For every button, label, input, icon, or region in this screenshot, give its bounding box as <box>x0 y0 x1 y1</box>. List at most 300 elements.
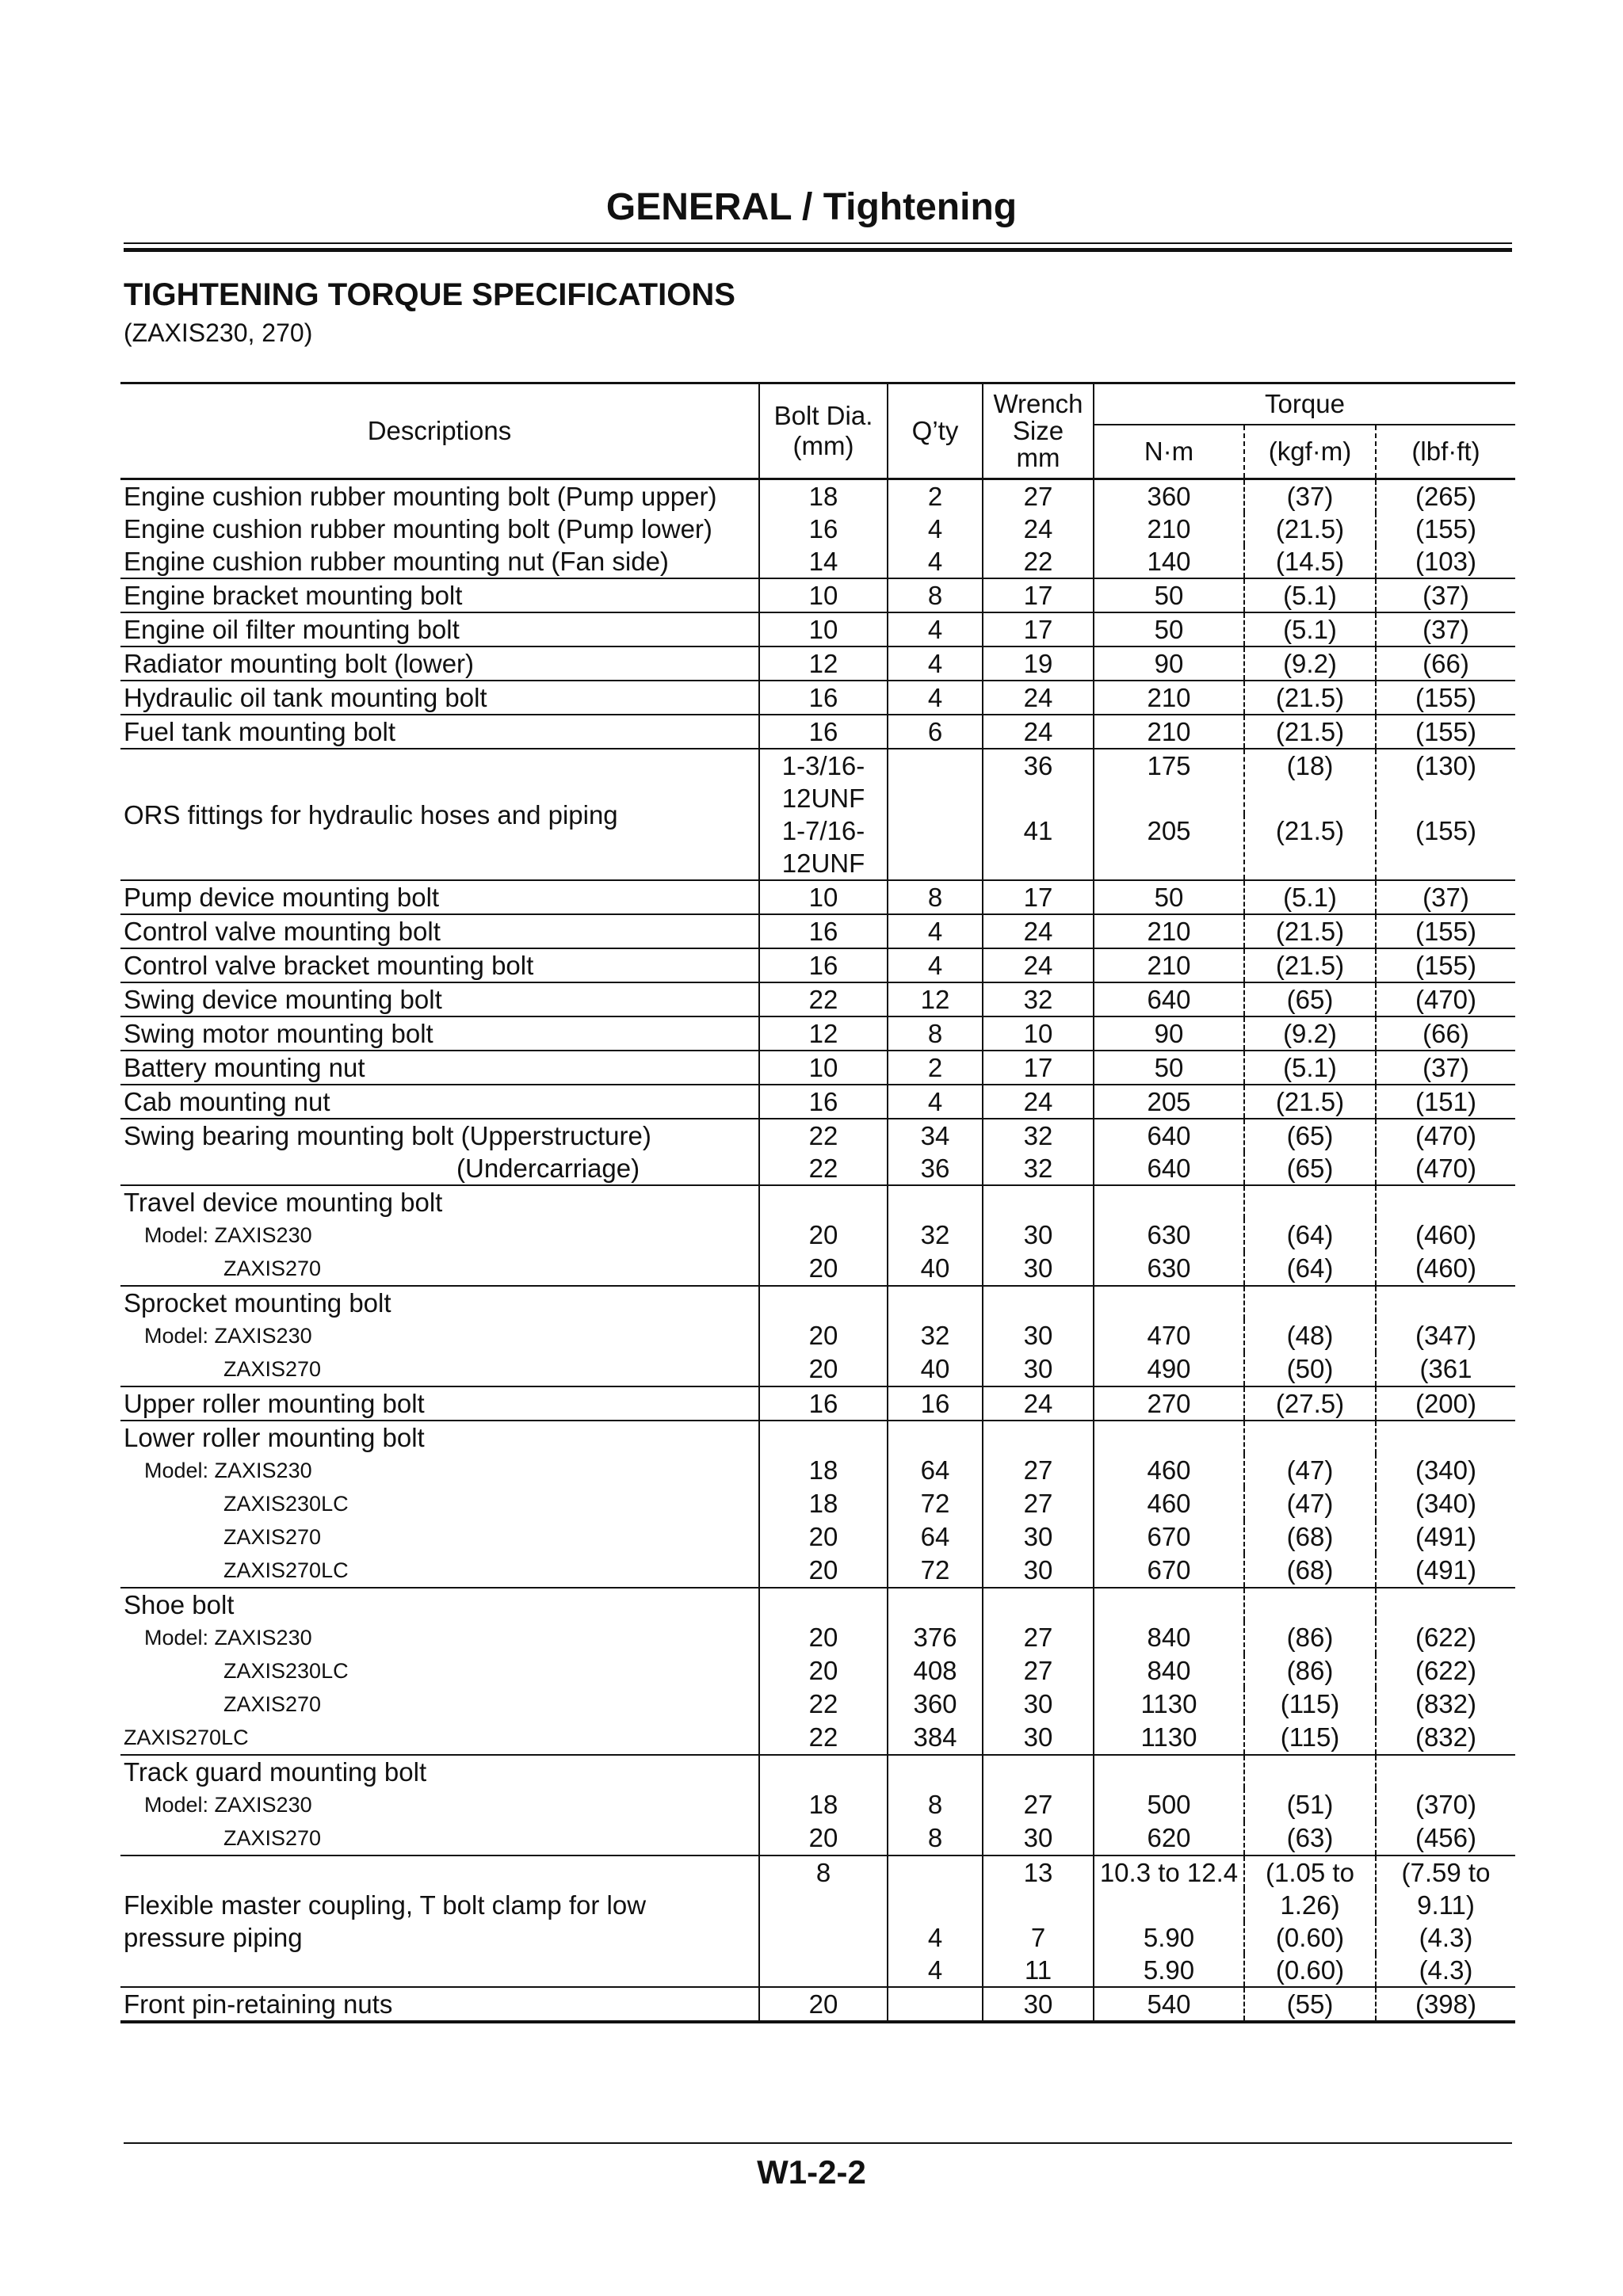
cell-dia: 16 <box>759 914 888 948</box>
cell-kgfm: (21.5) <box>1244 948 1376 982</box>
cell-kgfm <box>1244 1588 1376 1621</box>
table-row <box>120 1185 1515 1219</box>
cell-dia: 16 <box>759 681 888 715</box>
cell-lbfft: (361 <box>1419 1354 1472 1383</box>
cell-wrench: 27 <box>983 479 1094 513</box>
cell-qty: 12 <box>888 982 983 1016</box>
cell-kgfm: (65) <box>1244 982 1376 1016</box>
cell-lbfft: (460) <box>1415 1253 1477 1283</box>
cell-lbfft: (370) <box>1415 1790 1477 1819</box>
cell-dia: 20 <box>759 1319 888 1352</box>
row-description: Hydraulic oil tank mounting bolt <box>120 681 759 715</box>
cell-qty: 72 <box>888 1554 983 1588</box>
cell-dia <box>759 1755 888 1788</box>
cell-kgfm: (47) <box>1244 1487 1376 1520</box>
cell-kgfm: (0.60) <box>1244 1954 1376 1987</box>
cell-wrench: 27 <box>983 1621 1094 1654</box>
cell-nm <box>1094 1421 1244 1454</box>
col-wrench-size: Wrench Size mm <box>983 383 1094 479</box>
row-description: Shoe bolt <box>120 1588 759 1621</box>
row-description: ZAXIS270LC <box>120 1554 759 1588</box>
cell-wrench: 30 <box>983 1554 1094 1588</box>
cell-dia: 20 <box>759 1352 888 1386</box>
cell-qty <box>888 1855 983 1889</box>
cell-wrench <box>983 1421 1094 1454</box>
cell-lbfft: (265) <box>1376 479 1515 513</box>
cell-wrench: 30 <box>983 1252 1094 1286</box>
table-row <box>120 1252 1515 1286</box>
cell-nm <box>1094 1755 1244 1788</box>
col-torque: Torque <box>1094 383 1515 425</box>
cell-nm: 205 <box>1094 1085 1244 1119</box>
cell-qty <box>888 1421 983 1454</box>
cell-nm: 640 <box>1094 982 1244 1016</box>
cell-kgfm: (68) <box>1244 1554 1376 1588</box>
cell-lbfft: 9.11) <box>1417 1890 1475 1920</box>
cell-lbfft: (155) <box>1376 948 1515 982</box>
cell-wrench: 10 <box>983 1016 1094 1051</box>
cell-lbfft: (200) <box>1376 1386 1515 1421</box>
cell-qty: 360 <box>888 1688 983 1721</box>
cell-qty: 4 <box>888 1085 983 1119</box>
cell-lbfft: (155) <box>1415 816 1477 845</box>
cell-lbfft: (398) <box>1376 1987 1515 2022</box>
row-description: Model: ZAXIS230 <box>120 1621 759 1654</box>
table-row <box>120 1621 1515 1654</box>
cell-lbfft: (37) <box>1376 1051 1515 1085</box>
cell-qty: 64 <box>888 1454 983 1487</box>
cell-kgfm <box>1244 1185 1376 1219</box>
cell-kgfm: (18) <box>1244 749 1376 814</box>
cell-qty <box>888 1889 983 1921</box>
row-description: ZAXIS230LC <box>120 1487 759 1520</box>
cell-kgfm: (21.5) <box>1244 914 1376 948</box>
row-description: Engine bracket mounting bolt <box>120 578 759 612</box>
table-row <box>120 1721 1515 1755</box>
table-row <box>120 1352 1515 1386</box>
cell-qty: 4 <box>888 948 983 982</box>
cell-nm: 840 <box>1094 1654 1244 1688</box>
cell-dia: 12 <box>759 1016 888 1051</box>
cell-wrench: 30 <box>983 1821 1094 1855</box>
table-row <box>120 1588 1515 1621</box>
cell-qty: 2 <box>888 479 983 513</box>
cell-lbfft: (66) <box>1376 646 1515 681</box>
cell-nm: 270 <box>1094 1386 1244 1421</box>
cell-kgfm: (50) <box>1244 1352 1376 1386</box>
cell-lbfft: (622) <box>1415 1623 1477 1652</box>
table-row <box>120 479 1515 513</box>
row-description: Travel device mounting bolt <box>120 1185 759 1219</box>
cell-wrench: 24 <box>983 513 1094 545</box>
cell-wrench: 17 <box>983 578 1094 612</box>
cell-wrench: 19 <box>983 646 1094 681</box>
cell-lbfft: (130) <box>1376 749 1515 814</box>
cell-nm: 640 <box>1094 1152 1244 1185</box>
table-row <box>120 1921 1515 1954</box>
cell-dia: 12 <box>759 646 888 681</box>
cell-lbfft <box>1376 1286 1515 1319</box>
cell-nm: 360 <box>1094 479 1244 513</box>
cell-dia: 20 <box>759 1252 888 1286</box>
cell-kgfm: (9.2) <box>1244 1016 1376 1051</box>
cell-kgfm: (115) <box>1244 1688 1376 1721</box>
cell-nm: 5.90 <box>1094 1921 1244 1954</box>
cell-qty <box>888 1987 983 2022</box>
cell-qty: 8 <box>888 578 983 612</box>
cell-nm: 10.3 to 12.4 <box>1094 1855 1244 1889</box>
cell-kgfm: (48) <box>1244 1319 1376 1352</box>
cell-qty: 34 <box>888 1119 983 1152</box>
table-row <box>120 1821 1515 1855</box>
cell-nm: 175 <box>1094 749 1244 814</box>
cell-dia: 22 <box>759 1688 888 1721</box>
cell-qty: 4 <box>888 513 983 545</box>
cell-dia: 18 <box>759 1788 888 1821</box>
row-description: Track guard mounting bolt <box>120 1755 759 1788</box>
col-qty: Q’ty <box>888 383 983 479</box>
cell-lbfft: (456) <box>1415 1823 1477 1852</box>
col-torque-nm: N·m <box>1094 425 1244 479</box>
cell-qty: 8 <box>888 1016 983 1051</box>
section-subtitle: (ZAXIS230, 270) <box>124 318 313 347</box>
cell-nm: 540 <box>1094 1987 1244 2022</box>
cell-kgfm: 1.26) <box>1244 1889 1376 1921</box>
table-row <box>120 749 1515 814</box>
cell-nm: 490 <box>1094 1352 1244 1386</box>
cell-kgfm: (21.5) <box>1244 715 1376 749</box>
row-description: Sprocket mounting bolt <box>120 1286 759 1319</box>
cell-wrench: 24 <box>983 914 1094 948</box>
cell-wrench: 24 <box>983 681 1094 715</box>
cell-wrench: 27 <box>983 1654 1094 1688</box>
cell-lbfft <box>1376 1588 1515 1621</box>
cell-dia: 20 <box>759 1520 888 1554</box>
cell-qty: 8 <box>888 1821 983 1855</box>
table-row <box>120 1688 1515 1721</box>
page-number: W1-2-2 <box>757 2153 866 2191</box>
row-description: Model: ZAXIS230 <box>120 1788 759 1821</box>
cell-dia <box>759 1286 888 1319</box>
cell-wrench: 11 <box>983 1954 1094 1987</box>
cell-wrench <box>983 1755 1094 1788</box>
table-row <box>120 1520 1515 1554</box>
cell-wrench: 27 <box>983 1487 1094 1520</box>
cell-kgfm: (55) <box>1244 1987 1376 2022</box>
cell-wrench: 27 <box>983 1454 1094 1487</box>
cell-nm: 210 <box>1094 914 1244 948</box>
cell-wrench: 41 <box>983 814 1094 880</box>
row-description: Flexible master coupling, T bolt clamp for low <box>120 1889 759 1921</box>
cell-dia <box>759 1588 888 1621</box>
cell-nm: 90 <box>1094 646 1244 681</box>
table-row <box>120 1954 1515 1987</box>
row-description: Swing motor mounting bolt <box>120 1016 759 1051</box>
row-description: Front pin-retaining nuts <box>120 1987 759 2022</box>
cell-wrench: 30 <box>983 1721 1094 1755</box>
table-row <box>120 612 1515 646</box>
cell-wrench: 17 <box>983 1051 1094 1085</box>
cell-lbfft: (7.59 to <box>1376 1855 1515 1889</box>
table-row <box>120 545 1515 578</box>
cell-nm: 50 <box>1094 578 1244 612</box>
table-row <box>120 1889 1515 1921</box>
row-description: Model: ZAXIS230 <box>120 1319 759 1352</box>
table-row <box>120 880 1515 914</box>
cell-wrench: 32 <box>983 982 1094 1016</box>
cell-dia: 10 <box>759 880 888 914</box>
cell-qty: 4 <box>888 646 983 681</box>
row-description: Swing bearing mounting bolt (Upperstructure) <box>120 1119 759 1152</box>
cell-nm: 5.90 <box>1094 1954 1244 1987</box>
cell-qty: 376 <box>888 1621 983 1654</box>
row-description: Model: ZAXIS230 <box>120 1454 759 1487</box>
cell-qty: 32 <box>888 1319 983 1352</box>
cell-qty: 4 <box>888 1954 983 1987</box>
cell-nm: 630 <box>1094 1219 1244 1252</box>
cell-nm: 50 <box>1094 612 1244 646</box>
cell-nm: 670 <box>1094 1520 1244 1554</box>
cell-lbfft: (491) <box>1415 1522 1477 1551</box>
table-row <box>120 1152 1515 1185</box>
cell-lbfft: (37) <box>1376 880 1515 914</box>
cell-dia: 18 <box>759 479 888 513</box>
cell-wrench: 7 <box>983 1921 1094 1954</box>
cell-lbfft: (4.3) <box>1419 1955 1473 1985</box>
cell-nm: 50 <box>1094 1051 1244 1085</box>
table-row <box>120 1855 1515 1889</box>
row-description: (Undercarriage) <box>120 1152 759 1185</box>
cell-qty: 40 <box>888 1352 983 1386</box>
cell-nm: 630 <box>1094 1252 1244 1286</box>
table-row <box>120 1219 1515 1252</box>
table-row <box>120 715 1515 749</box>
cell-qty: 40 <box>888 1252 983 1286</box>
cell-dia: 16 <box>759 513 888 545</box>
cell-lbfft: (832) <box>1415 1722 1477 1752</box>
cell-dia: 20 <box>759 1987 888 2022</box>
cell-wrench <box>983 1588 1094 1621</box>
cell-qty <box>888 1755 983 1788</box>
cell-lbfft: (340) <box>1415 1489 1477 1518</box>
cell-kgfm <box>1244 1755 1376 1788</box>
cell-kgfm: (21.5) <box>1244 814 1376 880</box>
table-row <box>120 1487 1515 1520</box>
section-title: TIGHTENING TORQUE SPECIFICATIONS <box>124 277 735 312</box>
row-description: Control valve mounting bolt <box>120 914 759 948</box>
cell-lbfft: (470) <box>1376 1119 1515 1152</box>
cell-kgfm: (0.60) <box>1244 1921 1376 1954</box>
cell-dia: 20 <box>759 1821 888 1855</box>
cell-wrench <box>983 1286 1094 1319</box>
cell-dia: 18 <box>759 1454 888 1487</box>
torque-spec-table <box>120 382 1515 2023</box>
row-description: Engine cushion rubber mounting bolt (Pump lower) <box>120 513 759 545</box>
cell-qty <box>888 749 983 814</box>
row-description: ZAXIS270 <box>120 1520 759 1554</box>
cell-lbfft: (155) <box>1376 715 1515 749</box>
header-rule-thin <box>124 242 1512 244</box>
row-description: ORS fittings for hydraulic hoses and piping <box>120 749 759 880</box>
cell-lbfft: (155) <box>1376 681 1515 715</box>
cell-qty: 4 <box>888 681 983 715</box>
cell-dia: 20 <box>759 1219 888 1252</box>
cell-qty: 4 <box>888 612 983 646</box>
row-description: ZAXIS230LC <box>120 1654 759 1688</box>
cell-lbfft: (347) <box>1415 1321 1477 1350</box>
cell-wrench: 17 <box>983 880 1094 914</box>
footer-rule <box>124 2142 1512 2144</box>
cell-dia: 22 <box>759 1119 888 1152</box>
table-row <box>120 914 1515 948</box>
cell-kgfm: (5.1) <box>1244 612 1376 646</box>
cell-qty: 8 <box>888 880 983 914</box>
cell-dia: 22 <box>759 1721 888 1755</box>
cell-wrench: 32 <box>983 1119 1094 1152</box>
col-bolt-dia: Bolt Dia. (mm) <box>759 383 888 479</box>
table-row <box>120 1755 1515 1788</box>
cell-nm: 205 <box>1094 814 1244 880</box>
table-row <box>120 1051 1515 1085</box>
table-row <box>120 681 1515 715</box>
cell-qty: 4 <box>888 914 983 948</box>
row-description: ZAXIS270LC <box>120 1721 759 1755</box>
cell-dia: 16 <box>759 1386 888 1421</box>
cell-kgfm: (64) <box>1244 1219 1376 1252</box>
cell-kgfm: (21.5) <box>1244 1085 1376 1119</box>
cell-wrench: 30 <box>983 1352 1094 1386</box>
cell-nm: 1130 <box>1094 1688 1244 1721</box>
cell-kgfm: (1.05 to <box>1244 1855 1376 1889</box>
cell-lbfft: (37) <box>1376 612 1515 646</box>
table-row <box>120 1654 1515 1688</box>
cell-nm: 1130 <box>1094 1721 1244 1755</box>
cell-lbfft: (340) <box>1415 1455 1477 1485</box>
table-row <box>120 513 1515 545</box>
cell-nm: 500 <box>1094 1788 1244 1821</box>
table-row <box>120 1386 1515 1421</box>
table-row <box>120 948 1515 982</box>
table-row <box>120 1119 1515 1152</box>
table-row <box>120 982 1515 1016</box>
row-description: ZAXIS270 <box>120 1352 759 1386</box>
col-torque-lbfft: (lbf·ft) <box>1411 437 1480 466</box>
row-description: Cab mounting nut <box>120 1085 759 1119</box>
cell-dia: 10 <box>759 1051 888 1085</box>
cell-dia: 1-3/16-12UNF <box>759 749 888 814</box>
cell-kgfm: (51) <box>1244 1788 1376 1821</box>
cell-qty <box>888 814 983 880</box>
cell-dia: 10 <box>759 612 888 646</box>
table-row <box>120 578 1515 612</box>
cell-dia <box>759 1185 888 1219</box>
cell-qty: 2 <box>888 1051 983 1085</box>
cell-qty: 8 <box>888 1788 983 1821</box>
cell-nm: 670 <box>1094 1554 1244 1588</box>
cell-nm <box>1094 1286 1244 1319</box>
table-row <box>120 1421 1515 1454</box>
cell-kgfm: (9.2) <box>1244 646 1376 681</box>
col-torque-kgfm: (kgf·m) <box>1244 425 1376 479</box>
table-row <box>120 1085 1515 1119</box>
cell-wrench: 24 <box>983 1386 1094 1421</box>
cell-wrench: 30 <box>983 1520 1094 1554</box>
cell-dia: 20 <box>759 1554 888 1588</box>
cell-nm <box>1094 1889 1244 1921</box>
cell-nm: 470 <box>1094 1319 1244 1352</box>
cell-wrench: 27 <box>983 1788 1094 1821</box>
cell-wrench: 24 <box>983 1085 1094 1119</box>
cell-kgfm: (21.5) <box>1244 681 1376 715</box>
cell-qty <box>888 1588 983 1621</box>
row-description: ZAXIS270 <box>120 1821 759 1855</box>
cell-dia <box>759 1421 888 1454</box>
cell-lbfft: (622) <box>1415 1656 1477 1685</box>
cell-qty <box>888 1185 983 1219</box>
cell-kgfm: (47) <box>1244 1454 1376 1487</box>
cell-dia: 22 <box>759 982 888 1016</box>
cell-nm: 140 <box>1094 545 1244 578</box>
cell-nm: 460 <box>1094 1454 1244 1487</box>
cell-dia: 20 <box>759 1654 888 1688</box>
cell-wrench: 32 <box>983 1152 1094 1185</box>
cell-kgfm: (65) <box>1244 1152 1376 1185</box>
row-description: Engine oil filter mounting bolt <box>120 612 759 646</box>
cell-qty: 16 <box>888 1386 983 1421</box>
cell-lbfft: (832) <box>1415 1689 1477 1718</box>
row-description: Control valve bracket mounting bolt <box>120 948 759 982</box>
cell-lbfft <box>1376 1755 1515 1788</box>
table-row <box>120 1454 1515 1487</box>
row-description: Battery mounting nut <box>120 1051 759 1085</box>
cell-qty: 64 <box>888 1520 983 1554</box>
cell-nm <box>1094 1185 1244 1219</box>
cell-lbfft: (491) <box>1415 1555 1477 1585</box>
cell-lbfft: (460) <box>1415 1220 1477 1249</box>
cell-wrench <box>983 1889 1094 1921</box>
cell-lbfft: (151) <box>1376 1085 1515 1119</box>
cell-kgfm <box>1244 1286 1376 1319</box>
row-description: Lower roller mounting bolt <box>120 1421 759 1454</box>
row-description: Model: ZAXIS230 <box>120 1219 759 1252</box>
cell-wrench: 24 <box>983 715 1094 749</box>
cell-dia: 1-7/16-12UNF <box>759 814 888 880</box>
cell-dia: 10 <box>759 578 888 612</box>
cell-lbfft: (155) <box>1415 514 1477 543</box>
table-row <box>120 1016 1515 1051</box>
cell-nm: 50 <box>1094 880 1244 914</box>
cell-kgfm: (86) <box>1244 1654 1376 1688</box>
cell-lbfft: (470) <box>1415 1154 1477 1183</box>
cell-wrench: 30 <box>983 1219 1094 1252</box>
table-row <box>120 1319 1515 1352</box>
cell-nm: 210 <box>1094 513 1244 545</box>
cell-kgfm: (14.5) <box>1244 545 1376 578</box>
cell-qty <box>888 1286 983 1319</box>
cell-qty: 6 <box>888 715 983 749</box>
cell-kgfm: (21.5) <box>1244 513 1376 545</box>
cell-qty: 32 <box>888 1219 983 1252</box>
cell-wrench: 13 <box>983 1855 1094 1889</box>
cell-lbfft: (155) <box>1376 914 1515 948</box>
cell-dia: 18 <box>759 1487 888 1520</box>
cell-wrench: 30 <box>983 1987 1094 2022</box>
cell-nm: 460 <box>1094 1487 1244 1520</box>
cell-dia: 16 <box>759 1085 888 1119</box>
cell-lbfft: (37) <box>1376 578 1515 612</box>
row-description: Fuel tank mounting bolt <box>120 715 759 749</box>
cell-kgfm: (86) <box>1244 1621 1376 1654</box>
